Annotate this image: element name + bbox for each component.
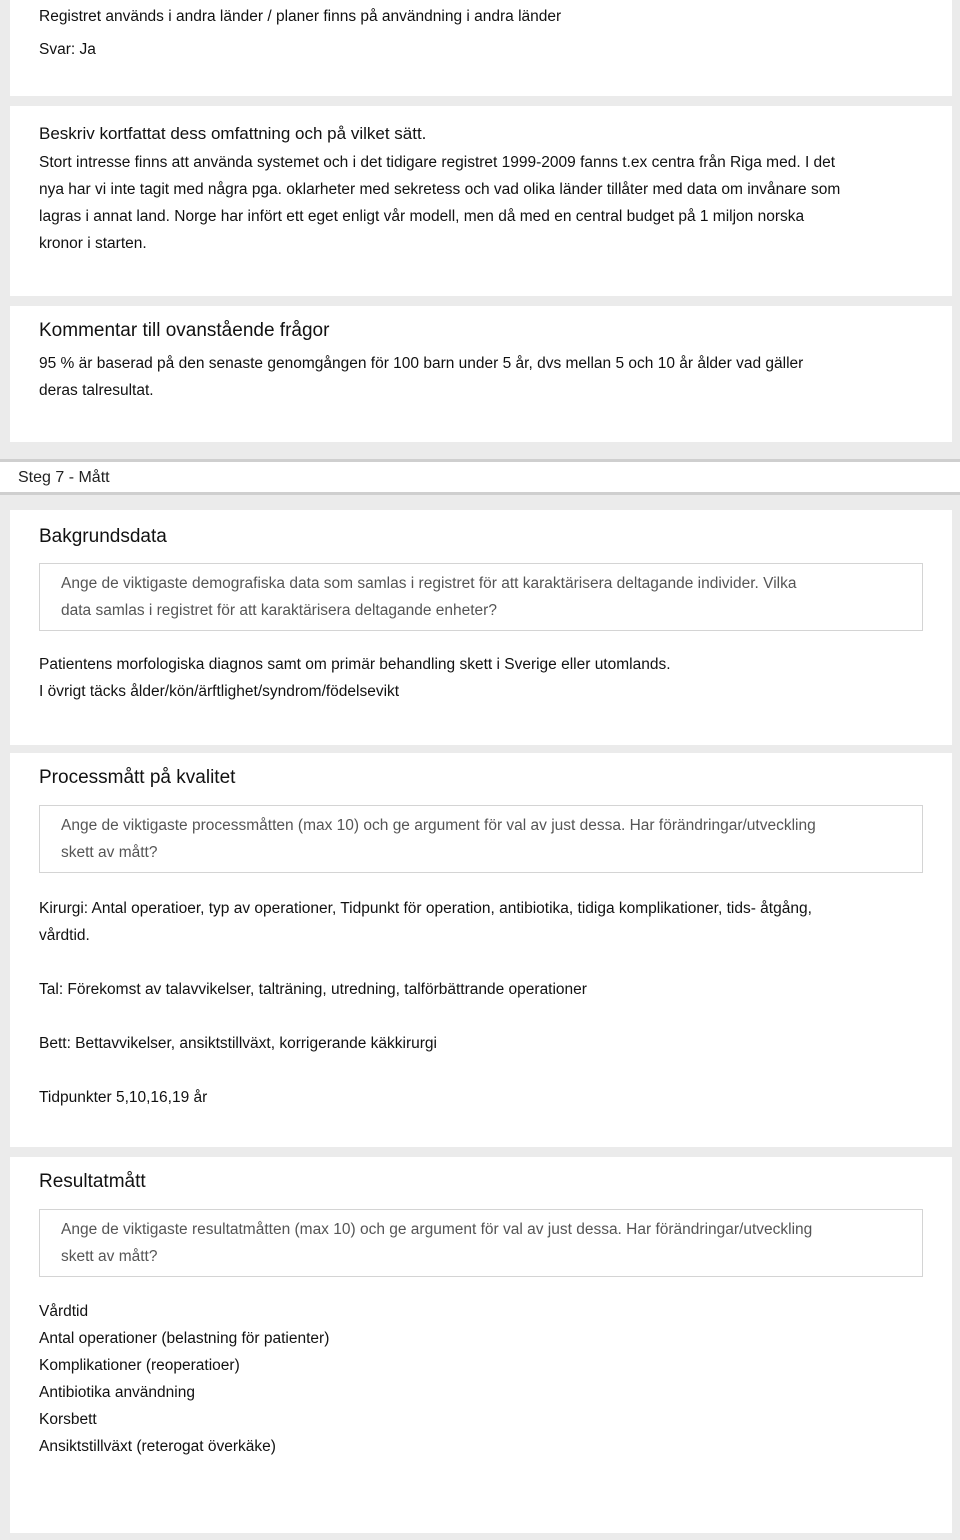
- hint-box: [39, 1209, 923, 1277]
- hint-line: Ange de viktigaste processmåtten (max 10) och ge argument för val av just dessa. Har förändringar/utveckling: [61, 817, 816, 834]
- answer-line: Patientens morfologiska diagnos samt om primär behandling skett i Sverige eller utomlands.: [39, 656, 671, 673]
- hint-line: Ange de viktigaste resultatmåtten (max 10) och ge argument för val av just dessa. Har förändringar/utveckling: [61, 1221, 813, 1238]
- list-item: Vårdtid: [39, 1303, 89, 1320]
- answer-paragraph: [39, 895, 923, 949]
- step-header: [0, 459, 960, 495]
- answer-text: [39, 350, 929, 404]
- answer-line: deras talresultat.: [39, 382, 154, 399]
- section-title: Bakgrundsdata: [39, 526, 167, 547]
- question-text: Registret används i andra länder / planer finns på användning i andra länder: [39, 8, 562, 25]
- answer-paragraph: Tidpunkter 5,10,16,19 år: [39, 1089, 208, 1106]
- answer-line: lagras i annat land. Norge har infört ett eget enligt vår modell, men då med en central budget på 1 miljon norska: [39, 208, 805, 225]
- hint-box: [39, 805, 923, 873]
- hint-line: skett av mått?: [61, 844, 158, 861]
- hint-line: data samlas i registret för att karaktärisera deltagande enheter?: [61, 602, 497, 619]
- hint-line: skett av mått?: [61, 1248, 158, 1265]
- answer-line: I övrigt täcks ålder/kön/ärftlighet/syndrom/födelsevikt: [39, 683, 400, 700]
- card-process-measures: [10, 753, 952, 1147]
- card-describe: [10, 106, 952, 296]
- list-item: Ansiktstillväxt (reterogat överkäke): [39, 1438, 276, 1455]
- hint-box: [39, 563, 923, 631]
- section-title: Resultatmått: [39, 1171, 146, 1192]
- list-item: Antibiotika användning: [39, 1384, 195, 1401]
- card-comment: [10, 306, 952, 442]
- list-item: Komplikationer (reoperatioer): [39, 1357, 240, 1374]
- card-background-data: [10, 510, 952, 745]
- step-label: Steg 7 - Mått: [18, 469, 110, 486]
- hint-line: Ange de viktigaste demografiska data som samlas i registret för att karaktärisera deltagande individer. Vilka: [61, 575, 797, 592]
- answer-line: Kirurgi: Antal operatioer, typ av operationer, Tidpunkt för operation, antibiotika, tidiga komplikationer, tids- åtgång,: [39, 900, 812, 917]
- answer-paragraph: Bett: Bettavvikelser, ansiktstillväxt, korrigerande käkkirurgi: [39, 1035, 437, 1052]
- answer-line: kronor i starten.: [39, 235, 147, 252]
- answer-line: nya har vi inte tagit med några pga. oklarheter med sekretess och vad olika länder tillåter med data om invånare som: [39, 181, 841, 198]
- list-item: Antal operationer (belastning för patienter): [39, 1330, 330, 1347]
- question-title: Beskriv kortfattat dess omfattning och på vilket sätt.: [39, 124, 427, 143]
- answer-paragraph: Tal: Förekomst av talavvikelser, talträning, utredning, talförbättrande operationer: [39, 981, 587, 998]
- answer-text: Svar: Ja: [39, 41, 96, 58]
- section-title: Processmått på kvalitet: [39, 767, 236, 788]
- list-item: Korsbett: [39, 1411, 97, 1428]
- answer-text: [39, 149, 929, 257]
- card-register-countries: [10, 0, 952, 96]
- answer-line: vårdtid.: [39, 927, 90, 944]
- answer-list: [39, 1298, 923, 1460]
- section-title: Kommentar till ovanstående frågor: [39, 320, 330, 341]
- answer-line: 95 % är baserad på den senaste genomgången för 100 barn under 5 år, dvs mellan 5 och 10 år ålder vad gäller: [39, 355, 804, 372]
- card-result-measures: [10, 1157, 952, 1533]
- answer-text: [39, 651, 923, 705]
- answer-line: Stort intresse finns att använda systemet och i det tidigare registret 1999-2009 fanns t.ex centra från Riga med. I det: [39, 154, 836, 171]
